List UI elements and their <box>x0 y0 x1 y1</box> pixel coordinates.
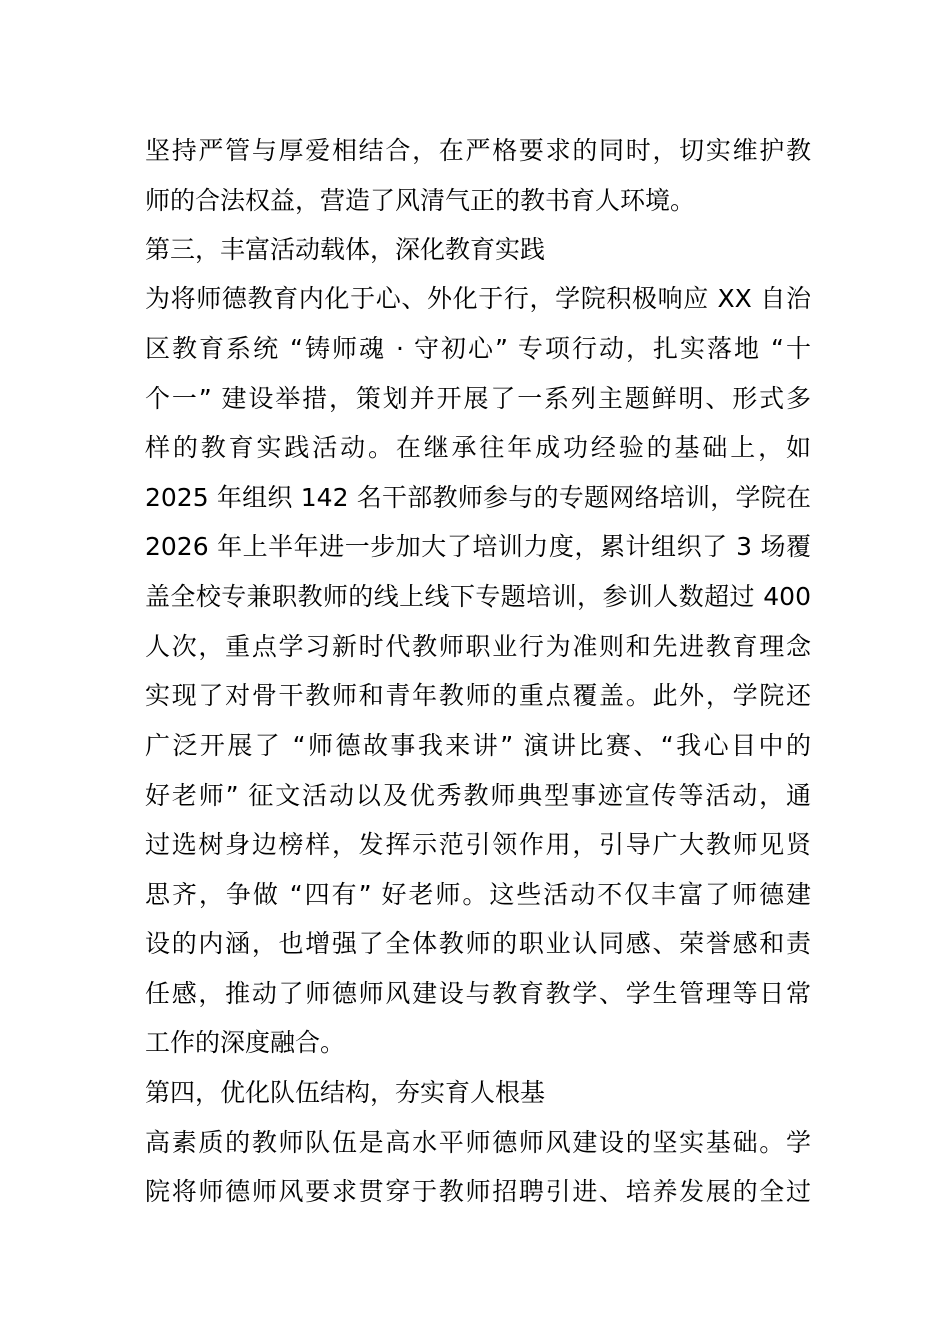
text-line: 2025 年组织 142 名干部教师参与的专题网络培训，学院在 <box>145 483 811 512</box>
text-line: 2026 年上半年进一步加大了培训力度，累计组织了 3 场覆 <box>145 532 811 561</box>
text-line: 过选树身边榜样，发挥示范引领作用，引导广大教师见贤 <box>145 830 811 859</box>
text-line: 实现了对骨干教师和青年教师的重点覆盖。此外，学院还 <box>145 681 811 710</box>
section-heading: 第三，丰富活动载体，深化教育实践 <box>145 235 546 264</box>
text-line: 区教育系统 “铸师魂 · 守初心” 专项行动，扎实落地 “十 <box>145 334 811 363</box>
text-line: 思齐，争做 “四有” 好老师。这些活动不仅丰富了师德建 <box>145 880 811 909</box>
text-line: 为将师德教育内化于心、外化于行，学院积极响应 XX 自治 <box>145 284 811 313</box>
text-line: 任感，推动了师德师风建设与教育教学、学生管理等日常 <box>145 979 811 1008</box>
text-line: 院将师德师风要求贯穿于教师招聘引进、培养发展的全过 <box>145 1177 811 1206</box>
text-line: 好老师” 征文活动以及优秀教师典型事迹宣传等活动，通 <box>145 781 811 810</box>
text-line: 师的合法权益，营造了风清气正的教书育人环境。 <box>145 186 696 215</box>
text-line: 人次，重点学习新时代教师职业行为准则和先进教育理念 <box>145 632 811 661</box>
text-line: 工作的深度融合。 <box>145 1028 346 1057</box>
text-line: 个一” 建设举措，策划并开展了一系列主题鲜明、形式多 <box>145 384 811 413</box>
text-line: 盖全校专兼职教师的线上线下专题培训，参训人数超过 400 <box>145 582 811 611</box>
text-line: 设的内涵，也增强了全体教师的职业认同感、荣誉感和责 <box>145 929 811 958</box>
text-line: 广泛开展了 “师德故事我来讲” 演讲比赛、“我心目中的 <box>145 731 811 760</box>
text-line: 高素质的教师队伍是高水平师德师风建设的坚实基础。学 <box>145 1128 811 1157</box>
section-heading: 第四，优化队伍结构，夯实育人根基 <box>145 1078 546 1107</box>
text-line: 样的教育实践活动。在继承往年成功经验的基础上，如 <box>145 433 811 462</box>
text-line: 坚持严管与厚爱相结合，在严格要求的同时，切实维护教 <box>145 136 811 165</box>
